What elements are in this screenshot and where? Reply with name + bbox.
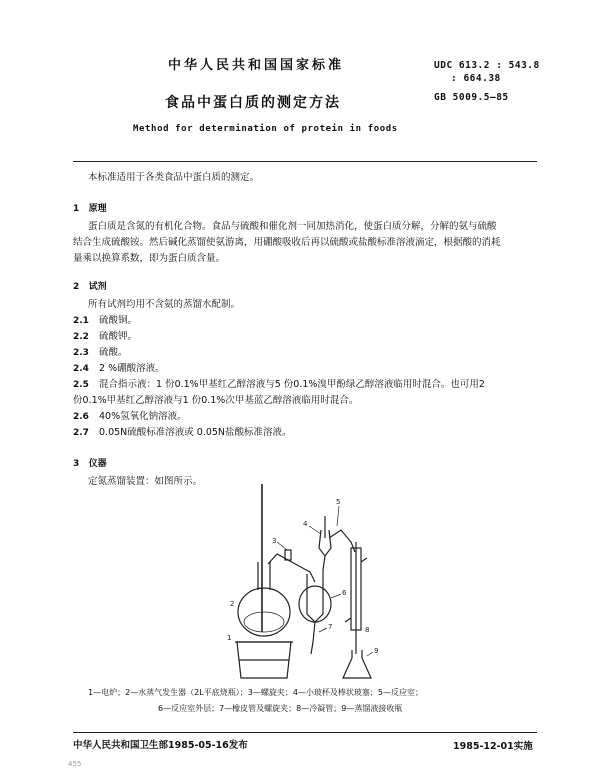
- list-item: 2.7 0.05N硫酸标准溶液或 0.05N盐酸标准溶液。: [73, 427, 292, 438]
- section1-line2: 结合生成硫酸铵。然后碱化蒸馏使氨游离，用硼酸吸收后再以硫酸或盐酸标准溶液滴定，根据酸的消耗: [73, 237, 501, 248]
- figure-label-2: 2: [230, 600, 235, 608]
- label-leader-9: [367, 652, 373, 656]
- reaction-chamber-outer: [299, 586, 331, 622]
- figure-label-9: 9: [374, 647, 379, 655]
- label-leader-4: [309, 526, 321, 534]
- section1-line3: 量乘以换算系数，即为蛋白质含量。: [73, 253, 226, 264]
- figure-label-3: 3: [272, 537, 277, 545]
- list-item: 2.3 硫酸。: [73, 347, 128, 358]
- standard-title: 中华人民共和国国家标准: [168, 58, 345, 73]
- document-title: 食品中蛋白质的测定方法: [165, 95, 341, 111]
- figure-label-4: 4: [303, 520, 308, 528]
- reagent-list: [73, 313, 543, 441]
- flask-water-level: [244, 612, 284, 632]
- figure-label-5: 5: [336, 498, 341, 506]
- condenser-water-outlet: [361, 558, 367, 562]
- section2-number: 2: [73, 282, 80, 292]
- label-leader-3: [277, 542, 287, 550]
- effective-date: 1985-12-01实施: [453, 741, 533, 752]
- figure-caption-line1: 1—电炉；2—水蒸气发生器（2L平底烧瓶）；3—螺旋夹；4—小玻杯及棒状玻塞；5—反应室；: [88, 688, 423, 697]
- header-rule: [73, 161, 537, 162]
- gb-code: GB 5009.5—85: [434, 92, 509, 103]
- distillation-apparatus-figure: [215, 482, 395, 682]
- label-leader-7: [319, 628, 327, 632]
- figure-caption-line2: 6—反应室外层；7—橡皮管及螺旋夹；8—冷凝管；9—蒸馏液接收瓶: [158, 704, 403, 713]
- list-item: 2.5 混合指示液：1 份0.1%甲基红乙醇溶液与5 份0.1%溴甲酚绿乙醇溶液临用时混合。也可用2: [73, 379, 485, 390]
- page-number: 455: [68, 760, 82, 768]
- section3-title: 仪器: [88, 459, 107, 469]
- list-item: 2.4 2 %硼酸溶液。: [73, 363, 165, 374]
- section2-heading: [73, 279, 107, 292]
- figure-label-7: 7: [328, 623, 333, 631]
- udc-code-line1: UDC 613.2 : 543.8: [434, 60, 540, 71]
- list-item: 2.2 硫酸钾。: [73, 331, 138, 342]
- figure-label-8: 8: [365, 626, 370, 634]
- condenser-water-inlet: [345, 618, 351, 622]
- section3-heading: [73, 456, 107, 469]
- footer-rule: [73, 732, 537, 733]
- rubber-tube: [311, 622, 315, 654]
- label-leader-5: [337, 506, 339, 526]
- list-item: 2.1 硫酸铜。: [73, 315, 138, 326]
- label-leader-6: [331, 594, 341, 598]
- figure-label-6: 6: [342, 589, 347, 597]
- section2-title: 试剂: [88, 282, 107, 292]
- list-item: 2.6 40%氢氧化钠溶液。: [73, 411, 187, 422]
- section1-heading: [73, 201, 107, 214]
- figure-label-1: 1: [227, 634, 232, 642]
- section1-title: 原理: [88, 204, 107, 214]
- section2-intro: 所有试剂均用不含氨的蒸馏水配制。: [88, 299, 241, 310]
- section3-number: 3: [73, 459, 80, 469]
- section3-intro: 定氮蒸馏装置：如图所示。: [88, 476, 203, 487]
- section1-number: 1: [73, 204, 80, 214]
- issue-date: 中华人民共和国卫生部1985-05-16发布: [73, 740, 248, 751]
- intro-text: 本标准适用于各类食品中蛋白质的测定。: [88, 172, 260, 183]
- funnel-stem: [323, 556, 325, 570]
- document-subtitle: Method for determination of protein in foods: [133, 124, 398, 134]
- reaction-chamber-inner: [307, 570, 323, 622]
- udc-code-line2: : 664.38: [451, 73, 501, 84]
- receiving-flask: [343, 650, 371, 678]
- section1-line1: 蛋白质是含氮的有机化合物。食品与硫酸和催化剂一同加热消化，使蛋白质分解，分解的氨与硫酸: [88, 221, 497, 232]
- list-item-continuation: 份0.1%甲基红乙醇溶液与1 份0.1%次甲基蓝乙醇溶液临用时混合。: [73, 395, 359, 406]
